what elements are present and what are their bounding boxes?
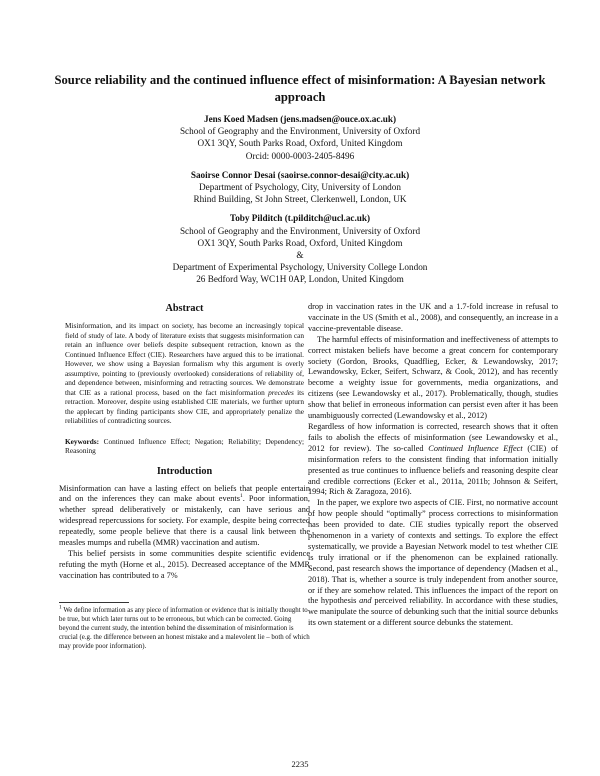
body-paragraph: Regardless of how information is corrected, research shows that it often fails to abolish the effects of misinformation (see Lewandowsky et al., 2012 for review). The so-called Continued Influence Effect (CIE) of misinformation refers to the consistent finding that information initially presented as true continues to influence beliefs and reasoning despite clear and credible corrections (Ecker et al., 2011a, 2011b; Johnson & Seifert, 1994; Rich & Zaragoza, 2016).: [308, 421, 559, 497]
abstract-text: Misinformation, and its impact on society, has become an increasingly topical field of study of late. A body of literature exists that suggests misinformation can retain an influence over beliefs despite subsequent retraction, known as the Continued Influence Effect (CIE). Researchers have argued this to be irrational. However, we show using a Bayesian formalism why this argument is overly assumptive, pointing to (previously overlooked) considerations of reliability of, and dependence between, misinforming and retracting sources. We demonstrate that CIE as a rational process, based on the fact misinformation precedes its retraction. Moreover, despite using established CIE materials, we further upturn the applecart by finding participants show CIE, and appropriately penalize the reliabilities of contradicting sources.: [65, 321, 305, 425]
author-affiliation-line: Department of Experimental Psychology, University College London: [172, 262, 428, 273]
right-column: [308, 302, 558, 629]
footnote-ref: 1: [239, 493, 243, 500]
paper-title: Source reliability and the continued influence effect of misinformation: A Bayesian network approach: [54, 73, 546, 104]
body-paragraph: In the paper, we explore two aspects of CIE. First, no normative account of how people should “optimally” process corrections to misinformation has been provided to date. CIE studies typically report the observed phenomenon in a variety of contexts and settings. To explore the effect systematically, we provide a Bayesian Network model to test whether CIE is truly irrational or if the phenomenon can be explained rationally. Second, past research shows the importance of dependency (Madsen et al., 2018). That is, whether a source is truly independent from another source, or if they are somehow related. This influences the impact of the report on the hypothesis and perceived reliability. In accordance with these studies, we manipulate the source of debunking such that the initial source debunks its own statement or a different source debunks the statement.: [308, 498, 558, 628]
intro-paragraph: Misinformation can have a lasting effect on beliefs that people entertain and on the inferences they can make about events$^1$. Poor information, whether spread deliberatively or mistakenly, can have serious and widespread repercussions for society. For example, despite being corrected repeatedly, some people believe that there is a causal link between the measles mumps and rubella (MMR) vaccination and autism.: [59, 483, 310, 548]
author-block: [60, 212, 540, 285]
author-affiliation-line: Rhind Building, St John Street, Clerkenwell, London, UK: [193, 194, 407, 205]
author-affiliation-line: &: [296, 250, 304, 261]
author-affiliation-line: OX1 3QY, South Parks Road, Oxford, United Kingdom: [197, 237, 403, 248]
body-paragraph: drop in vaccination rates in the UK and a 1.7-fold increase in refusal to vaccinate in the US (Smith et al., 2008), and consequently, an increase in a vaccine-preventable disease.: [308, 302, 558, 333]
footnote-divider: [59, 602, 129, 603]
keywords-text: Continued Influence Effect; Negation; Reliability; Dependency; Reasoning: [65, 436, 304, 455]
author-block: [60, 113, 540, 162]
abstract-heading: Abstract: [165, 303, 204, 314]
footnote: $^1$ We define information as any piece of information or evidence that is initially thought to be true, but which later turns out to be erroneous, but which can be corrected. Going beyond the current study, the intention behind the dissemination of misinformation is crucial (e.g. the difference between an honest mistake and a malevolent lie – both of which may provide poor information).: [59, 604, 310, 650]
intro-paragraph: This belief persists in some communities despite scientific evidence refuting the myth (Horne et al., 2015). Decreased acceptance of the MMR vaccination has contributed to a 7%: [59, 548, 310, 580]
keywords-label: Keywords:: [65, 436, 100, 446]
introduction-heading: Introduction: [156, 465, 213, 477]
author-affiliation-line: Department of Psychology, City, University of London: [199, 182, 401, 193]
author-name: Toby Pilditch (t.pilditch@ucl.ac.uk): [229, 213, 371, 224]
author-affiliation-line: School of Geography and the Environment, University of Oxford: [179, 126, 421, 137]
body-paragraph: The harmful effects of misinformation and ineffectiveness of attempts to correct mistaken beliefs have become a great concern for contemporary society (Gordon, Brooks, Quadflieg, Ecker, & Lewandowsky, 2017; Lewandowsky, Ecker, Seifert, Schwarz, & Cook, 2012), and has recently become a weighty issue for governments, media organizations, and citizens (see Lewandowsky et al., 2017). Problematically, though, studies show that belief in erroneous information can persist even after it has been unambiguously corrected (Lewandowsky et al., 2012): [308, 334, 558, 421]
author-block: [60, 169, 540, 206]
author-name: Saoirse Connor Desai (saoirse.connor-desai@city.ac.uk): [190, 169, 410, 180]
keywords: [59, 437, 310, 456]
author-affiliation-line: 26 Bedford Way, WC1H 0AP, London, United Kingdom: [196, 274, 404, 285]
left-column: [59, 302, 310, 651]
author-list: [60, 113, 540, 293]
author-affiliation-line: Orcid: 0000-0003-2405-8496: [245, 150, 355, 161]
footnote-marker: 1: [59, 604, 62, 611]
author-affiliation-line: OX1 3QY, South Parks Road, Oxford, United Kingdom: [197, 138, 403, 149]
author-affiliation-line: School of Geography and the Environment, University of Oxford: [179, 225, 421, 236]
page-number: 2235: [291, 759, 309, 769]
author-name: Jens Koed Madsen (jens.madsen@ouce.ox.ac.uk): [203, 114, 397, 124]
